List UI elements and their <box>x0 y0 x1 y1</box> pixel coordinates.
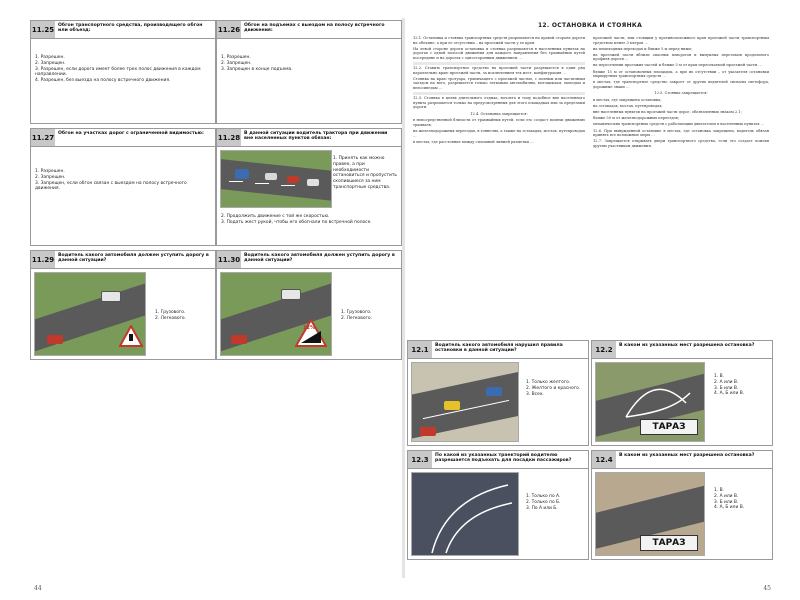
answer-option[interactable]: 3. Запрещен в конце подъема. <box>221 66 293 72</box>
road-illustration <box>220 150 332 208</box>
lane-marking <box>255 183 269 184</box>
truck <box>281 289 301 300</box>
answer-option[interactable]: 2. Запрещен. <box>35 60 66 66</box>
question-number: 11.27 <box>31 129 55 146</box>
page-number: 44 <box>34 585 42 592</box>
rule-paragraph: ближе 50 м от железнодорожных переездов; <box>593 116 679 121</box>
trajectory-arrows-icon <box>616 373 696 423</box>
road-illustration <box>220 272 332 356</box>
answer-option[interactable]: 1. В. <box>714 488 724 493</box>
rules-column-right <box>593 36 769 150</box>
question-card-12-4 <box>591 450 773 560</box>
steep-descent-sign-icon <box>295 319 327 347</box>
answer-option[interactable]: 1. Принять как можно правее, а при необходимости остановиться и пропустить скопившиеся за ним транспортные средства. <box>333 156 397 190</box>
answer-option[interactable]: 1. Только по А. <box>526 494 561 499</box>
car-red <box>420 427 436 436</box>
answer-option[interactable]: 1. Разрешен. <box>221 55 251 60</box>
answer-option[interactable]: 2. Желтого и красного. <box>526 385 581 391</box>
question-card-12-2 <box>591 340 773 446</box>
lane-marking <box>229 181 243 182</box>
answer-option[interactable]: 3. Всех. <box>526 391 544 397</box>
answer-list <box>151 307 213 325</box>
question-number: 11.28 <box>217 129 241 146</box>
answer-list <box>31 147 215 195</box>
answer-list <box>329 153 401 194</box>
road-illustration <box>595 362 705 442</box>
trajectory-arrows-icon <box>412 473 519 556</box>
rule-paragraph: 12.1. Остановка и стоянка транспортных средств разрешаются на правой стороне дороги на обочине, а при ее отсутствии – на проезжей части у ее края. <box>413 36 585 45</box>
question-text: Обгон на участках дорог с ограниченной видимостью: <box>58 131 204 136</box>
question-number: 12.1 <box>408 341 432 358</box>
left-page <box>30 18 402 592</box>
rule-paragraph: ближе 15 м от остановочных площадок, а при их отсутствии – от указателя остановки маршрутных транспортных средств … <box>593 69 769 79</box>
answer-list <box>522 377 588 400</box>
rule-paragraph: на эстакадах, мостах, путепроводах; <box>593 104 663 109</box>
answer-option[interactable]: 3. Запрещен, если обгон связан с выездом на полосу встречного движения. <box>35 180 187 192</box>
answer-list <box>710 485 772 514</box>
page-number: 45 <box>763 585 771 592</box>
lane-marking <box>281 185 295 186</box>
question-card-11-25 <box>30 20 216 124</box>
question-number: 11.29 <box>31 251 55 268</box>
question-text: Водитель какого автомобиля нарушил правила остановки в данной ситуации? <box>435 343 563 354</box>
question-text: Водитель какого автомобиля должен уступить дорогу в данной ситуации? <box>58 253 209 264</box>
answer-list <box>217 211 401 229</box>
road-illustration <box>411 362 519 442</box>
question-text: В каком из указанных мест разрешена остановка? <box>619 343 755 348</box>
road-illustration <box>411 472 519 556</box>
answer-list <box>522 491 588 514</box>
question-number: 11.30 <box>217 251 241 268</box>
section-title: 12. ОСТАНОВКА И СТОЯНКА <box>537 22 643 29</box>
answer-option[interactable]: 1. Разрешен. <box>35 55 65 60</box>
question-card-12-1 <box>407 340 589 446</box>
rules-column-left <box>413 36 585 146</box>
question-text: По какой из указанных траекторий водителю разрешается подъехать для посадки пассажиров? <box>435 453 572 464</box>
question-number: 12.4 <box>592 451 616 468</box>
question-text: В данной ситуации водитель трактора при движении вне населенных пунктов обязан: <box>244 131 388 142</box>
answer-list <box>710 371 772 400</box>
question-text: Водитель какого автомобиля должен уступить дорогу в данной ситуации? <box>244 253 395 264</box>
road-illustration <box>34 272 146 356</box>
rule-subheading: 12.4. Остановка запрещается: <box>470 111 528 116</box>
rule-paragraph: в непосредственной близости от трамвайных путей, если это создаст помехи движению трамваев; <box>413 118 585 127</box>
rule-paragraph: в местах, где расстояние между сплошной линией разметки … <box>413 139 534 144</box>
answer-list <box>337 307 399 325</box>
answer-option[interactable]: 3. Разрешен, если дорога имеет более трех полос движения в каждом направлении. <box>35 66 201 78</box>
car-blue <box>486 387 502 396</box>
rule-paragraph: на проезжей части вблизи опасных поворотов и выпуклых переломов продольного профиля дороги … <box>593 52 769 62</box>
question-number: 12.2 <box>592 341 616 358</box>
road-illustration <box>595 472 705 556</box>
rule-subheading: 12.5. Стоянка запрещается: <box>654 91 708 96</box>
rule-paragraph: проезжей части, или стоящим у противоположного края проезжей части транспортным средством менее 3 метров … <box>593 36 769 45</box>
place-name-sign: ТАРАЗ <box>640 535 698 551</box>
road-works-sign-icon <box>119 325 143 347</box>
answer-option[interactable]: 1. В. <box>714 374 724 379</box>
answer-option[interactable]: 4. А, Б или В. <box>714 391 745 397</box>
rule-paragraph: на пешеходных переходах и ближе 5 м перед ними; <box>593 46 692 51</box>
answer-option[interactable]: 1. Разрешен. <box>35 169 65 174</box>
car <box>231 335 247 344</box>
car <box>265 173 277 180</box>
answer-option[interactable]: 2. А или В. <box>714 493 739 499</box>
answer-option[interactable]: 3. По А или Б. <box>526 505 558 511</box>
rule-paragraph: 12.3. Стоянка в целях длительного отдыха, ночлега и тому подобное вне населенного пункта разрешается только на предусмотренных для этого площадках или за пределами дороги. <box>413 95 585 110</box>
question-card-11-29 <box>30 250 216 360</box>
rule-paragraph: в местах, где запрещена остановка; <box>593 98 662 103</box>
answer-list <box>217 39 401 75</box>
slope-label: 12% <box>303 325 315 331</box>
rule-paragraph: вне населенных пунктов на проезжей части дорог, обозначенных знаком 2.1; <box>593 110 742 115</box>
answer-option[interactable]: 2. А или В. <box>714 379 739 385</box>
answer-list <box>31 39 215 87</box>
question-card-11-28 <box>216 128 402 246</box>
question-card-11-26 <box>216 20 402 124</box>
right-page <box>405 18 775 592</box>
answer-option[interactable]: 2. Легкового. <box>155 315 186 321</box>
question-card-11-27 <box>30 128 216 246</box>
rule-paragraph: 12.6. При вынужденной остановке в местах, где остановка запрещена, водитель обязан принять все возможные меры … <box>593 128 769 138</box>
car <box>307 179 319 186</box>
truck <box>101 291 121 302</box>
car-yellow <box>444 401 460 410</box>
rule-paragraph: 12.7. Запрещается открывать двери транспортного средства, если это создаст помехи другим участникам движения. <box>593 139 769 148</box>
rule-paragraph: Стоянка на краю тротуара, граничащего с проезжей частью, с полным или частичным заездом на него, разрешается только легковым автомобилям, мотоциклам, мопедам и велосипедам … <box>413 76 585 90</box>
rule-paragraph: в местах, где транспортное средство закроет от других водителей сигналы светофора, дорожные знаки … <box>593 80 769 89</box>
answer-option[interactable]: 1. Грузового. <box>341 310 372 315</box>
answer-option[interactable]: 3. Б или В. <box>714 499 739 505</box>
rule-paragraph: На левой стороне дороги остановка и стоянка разрешаются в населенных пунктах на дорогах с одной полосой движения для каждого направления без трамвайных путей посередине и на дорогах с односторонним движением … <box>413 46 585 60</box>
car <box>47 335 63 344</box>
question-number: 11.26 <box>217 21 241 38</box>
question-card-12-3 <box>407 450 589 560</box>
rule-paragraph: на пересечении проезжих частей и ближе 5 м от края пересекаемой проезжей части … <box>593 63 762 68</box>
place-name-sign: ТАРАЗ <box>640 419 698 435</box>
question-text: В каком из указанных мест разрешена остановка? <box>619 453 755 458</box>
car <box>287 176 299 183</box>
question-text: Обгон транспортного средства, производящего обгон или объезд: <box>58 23 203 34</box>
answer-option[interactable]: 3. Подать жест рукой, чтобы его обогнали по встречной полосе. <box>221 219 372 225</box>
answer-option[interactable]: 2. Легкового. <box>341 315 372 321</box>
answer-option[interactable]: 1. Грузового. <box>155 310 186 315</box>
answer-option[interactable]: 4. А, Б или В. <box>714 505 745 511</box>
question-number: 11.25 <box>31 21 55 38</box>
rule-paragraph: 12.2. Ставить транспортное средство на проезжей части разрешается в один ряд параллельно краю проезжей части, за исключением тех мест, конфигурация … <box>413 65 585 75</box>
answer-option[interactable]: 2. Запрещен. <box>35 174 66 180</box>
rule-paragraph: механических транспортных средств с работающим двигателем в населенных пунктах … <box>593 122 765 127</box>
answer-option[interactable]: 2. Запрещен. <box>221 60 252 66</box>
answer-option[interactable]: 4. Разрешен, без выезда на полосу встречного движения. <box>35 78 171 84</box>
answer-option[interactable]: 1. Только желтого. <box>526 380 571 385</box>
answer-option[interactable]: 3. Б или В. <box>714 385 739 391</box>
tractor <box>235 169 249 179</box>
rule-paragraph: на железнодорожных переездах, в тоннелях, а также на эстакадах, мостах, путепроводах … <box>413 129 586 138</box>
question-card-11-30 <box>216 250 402 360</box>
answer-option[interactable]: 2. Только по Б. <box>526 499 561 505</box>
question-number: 12.3 <box>408 451 432 468</box>
answer-option[interactable]: 2. Продолжить движение с той же скоростью. <box>221 214 330 219</box>
question-text: Обгон на подъемах с выездом на полосу встречного движения: <box>244 23 385 34</box>
